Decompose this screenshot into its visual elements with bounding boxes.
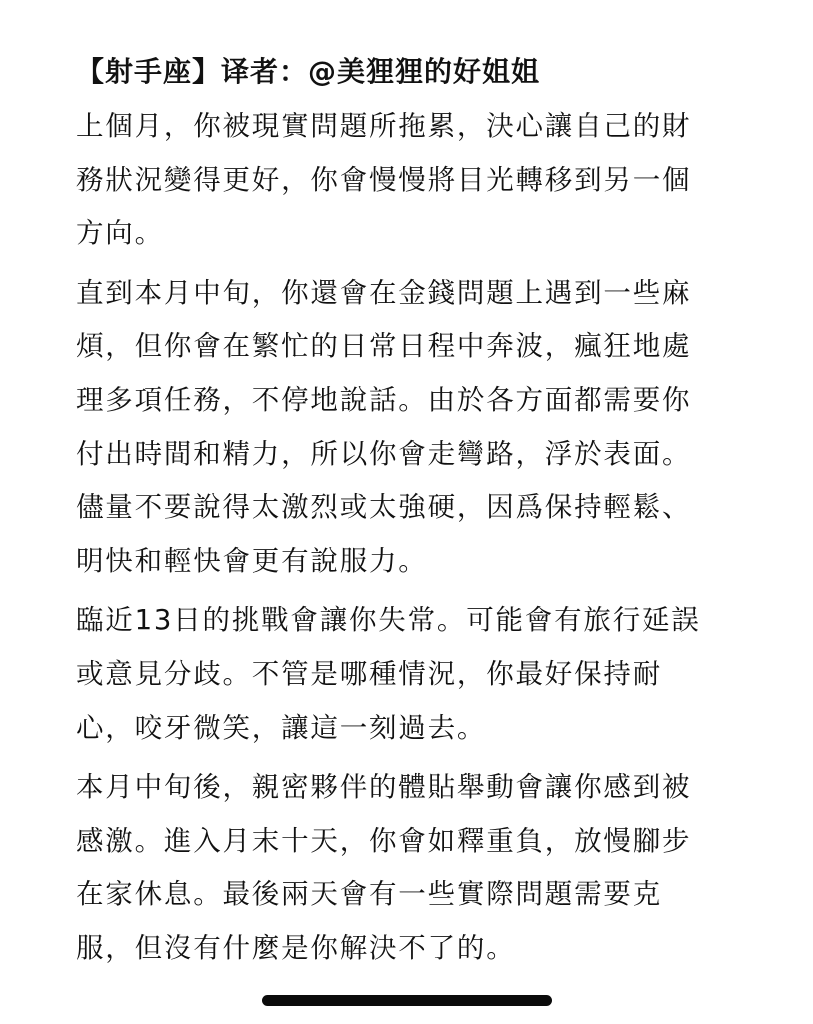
paragraph-line: 付出時間和精力，所以你會走彎路，浮於表面。	[76, 437, 692, 470]
paragraph-line: 理多項任務，不停地說話。由於各方面都需要你	[76, 383, 692, 416]
article-title: 【射手座】译者：@美狸狸的好姐姐	[76, 55, 541, 88]
paragraph-line: 明快和輕快會更有說服力。	[76, 544, 428, 577]
home-indicator[interactable]	[262, 995, 552, 1006]
paragraph-2	[76, 267, 756, 589]
paragraph-line: 務狀況變得更好，你會慢慢將目光轉移到另一個	[76, 163, 692, 196]
paragraph-line: 煩，但你會在繁忙的日常日程中奔波，瘋狂地處	[76, 330, 692, 363]
paragraph-3	[76, 594, 756, 755]
paragraph-line: 直到本月中旬，你還會在金錢問題上遇到一些麻	[76, 276, 692, 309]
paragraph-line: 上個月，你被現實問題所拖累，決心讓自己的財	[76, 110, 692, 142]
paragraph-line: 方向。	[76, 217, 164, 250]
paragraph-line: 感激。進入月末十天，你會如釋重負，放慢腳步	[76, 824, 692, 857]
paragraph-line: 本月中旬後，親密夥伴的體貼舉動會讓你感到被	[76, 771, 692, 804]
paragraph-line: 或意見分歧。不管是哪種情況，你最好保持耐	[76, 657, 662, 690]
paragraph-4	[76, 761, 756, 975]
paragraph-1	[76, 100, 756, 261]
paragraph-line: 服，但沒有什麼是你解決不了的。	[76, 931, 516, 964]
paragraph-line: 臨近13日的挑戰會讓你失常。可能會有旅行延誤	[76, 604, 701, 637]
paragraph-line: 儘量不要說得太激烈或太強硬，因爲保持輕鬆、	[76, 491, 692, 524]
paragraph-line: 在家休息。最後兩天會有一些實際問題需要克	[76, 878, 662, 911]
paragraph-line: 心，咬牙微笑，讓這一刻過去。	[76, 711, 487, 744]
article	[76, 50, 756, 976]
